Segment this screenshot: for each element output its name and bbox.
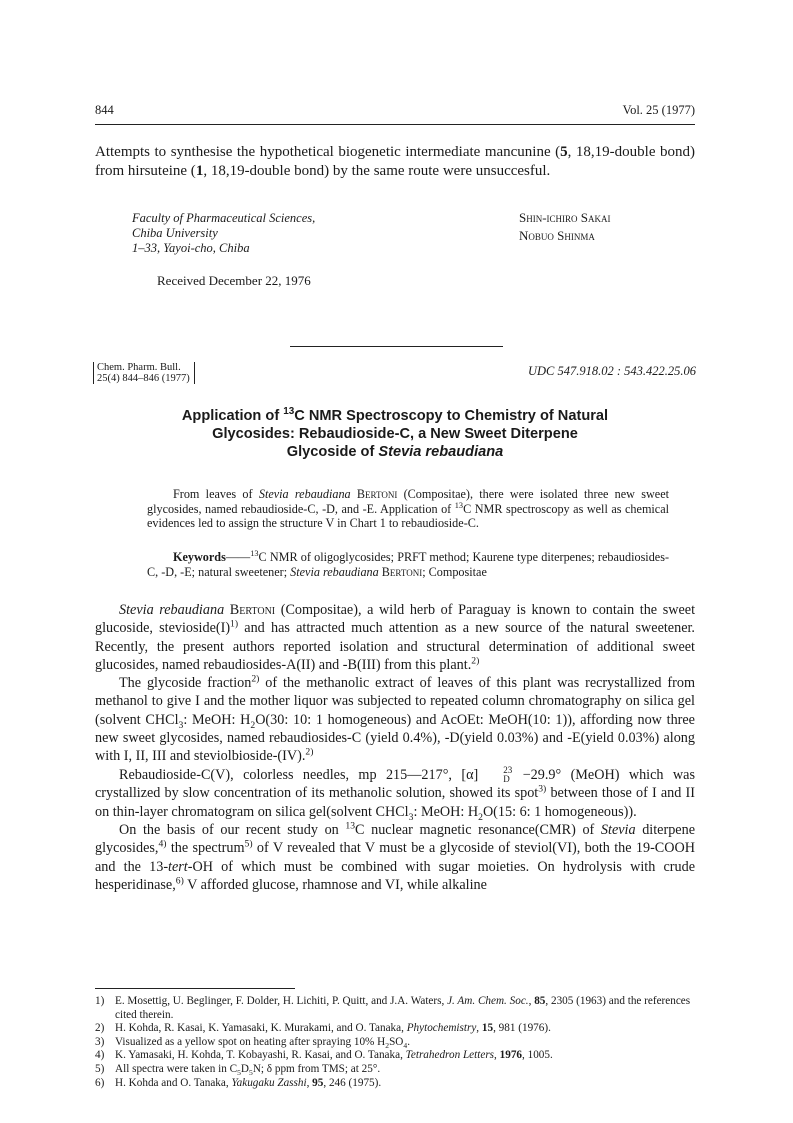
page-number: 844 bbox=[95, 103, 114, 117]
header-rule bbox=[95, 124, 695, 125]
footnote-4: 4) K. Yamasaki, H. Kohda, T. Kobayashi, R. Kasai, and O. Tanaka, Tetrahedron Letters, 1976, 1005. bbox=[95, 1049, 553, 1062]
paragraph-1: Stevia rebaudiana Bertoni (Compositae), a wild herb of Paraguay is known to contain the sweet glucoside, $stevioside(I)^{1)}$ and has attracted much attention as a new source of the natural sweetener. Recently, the present authors reported isolation and structural determination of additional sweet glucosides, named rebaudiosides-A(II) and -B(III) from this plant.$^{2)}$ bbox=[95, 602, 696, 673]
received-date: Received December 22, 1976 bbox=[157, 273, 311, 288]
footnote-2: 2) H. Kohda, R. Kasai, K. Yamasaki, K. Murakami, and O. Tanaka, Phytochemistry, 15, 981 (1976). bbox=[95, 1022, 551, 1035]
footnote-1: 1) E. Mosettig, U. Beglinger, F. Dolder, H. Lichiti, P. Quitt, and J.A. Waters, J. Am. Chem. Soc., 85, 2305 (1963) and the references cited therein. bbox=[95, 995, 691, 1021]
footnote-3: 3) Visualized as a yellow spot on heating after spraying 10% $H_2SO_4$. bbox=[95, 1035, 410, 1051]
separator-rule bbox=[290, 346, 503, 347]
body-text bbox=[95, 601, 695, 894]
paragraph-3: Rebaudioside-C(V), colorless needles, mp 215—217°, [α] 23 D −29.9° (MeOH) which was crystallized by slow concentration of its methanolic solution, showed its spot$^{3)}$ between those of I and II on thin-layer chromatogram on silica gel(solvent CHCl$_3$: MeOH: $H_2O(15$: 6: 1 homogeneous)). bbox=[95, 765, 695, 823]
keywords: Keywords——$^{13}$C NMR of oligoglycosides; PRFT method; Kaurene type diterpenes; rebaudiosides-C, -D, -E; natural sweetener; Stevia rebaudiana Bertoni; Compositae bbox=[147, 548, 669, 579]
footnote-5: 5) All spectra were taken in $C_5D_5N$; δ ppm from TMS; at 25°. bbox=[95, 1062, 381, 1078]
article-title: Application of $^{13}$C NMR Spectroscopy to Chemistry of Natural Glycosides: Rebaudioside-C, a New Sweet Diterpene Glycoside of Stevia rebaudiana bbox=[181, 406, 609, 460]
footnote-rule bbox=[95, 988, 295, 989]
previous-article-closing: Attempts to synthesise the hypothetical biogenetic intermediate mancunine (5, 18,19-double bond) from hirsuteine (1, 18,19-double bond) by the same route were unsuccesful. bbox=[95, 144, 695, 179]
udc-code: UDC 547.918.02 : 543.422.25.06 bbox=[527, 364, 696, 378]
affiliation: Faculty of Pharmaceutical Sciences, Chiba University 1–33, Yayoi-cho, Chiba bbox=[132, 211, 316, 255]
volume-label: Vol. 25 (1977) bbox=[622, 103, 695, 117]
footnote-6: 6) H. Kohda and O. Tanaka, Yakugaku Zasshi, 95, 246 (1975). bbox=[95, 1076, 382, 1089]
abstract: From leaves of Stevia rebaudiana Bertoni (Compositae), there were isolated three new sweet glycosides, named rebaudioside-C, -D, and -E. Application of $^{13}$C NMR spectroscopy as well as chemical evidences led to assign the structure V in Chart 1 to rebaudioside-C. bbox=[147, 487, 670, 531]
paragraph-4: On the basis of our recent study on $^{13}$C nuclear magnetic resonance(CMR) of Stevia diterpene glycosides,$^{4)}$ the spectrum$^{5)}$ of V revealed that V must be a glycoside of steviol(VI), both the 19-COOH and the 13-tert-OH of which must be combined with sugar moieties. On hydrolysis with crude hesperidinase,$^{6)}$ V afforded glucose, rhamnose and VI, while alkaline bbox=[95, 820, 695, 893]
footnotes bbox=[95, 995, 695, 1090]
authors: Shin-ichiro Sakai Nobuo Shinma bbox=[519, 210, 611, 243]
journal-citation: Chem. Pharm. Bull. 25(4) 844–846 (1977) bbox=[93, 362, 195, 384]
paragraph-2: The glycoside fraction$^{2)}$ of the methanolic extract of leaves of this plant was recrystallized from methanol to give I and the mother liquor was subjected to repeated column chromatography on silica gel (solvent CHCl$_3$: MeOH: $H_2O(30$: 10: 1 homogeneous) and AcOEt: MeOH(10: 1)), affording now three new sweet glycosides, named rebaudiosides-C (yield 0.4%), -D(yield 0.03%) and -E(yield 0.03%) along with I, II, III and steviolbioside-(IV).$^{2)}$ bbox=[95, 673, 696, 765]
